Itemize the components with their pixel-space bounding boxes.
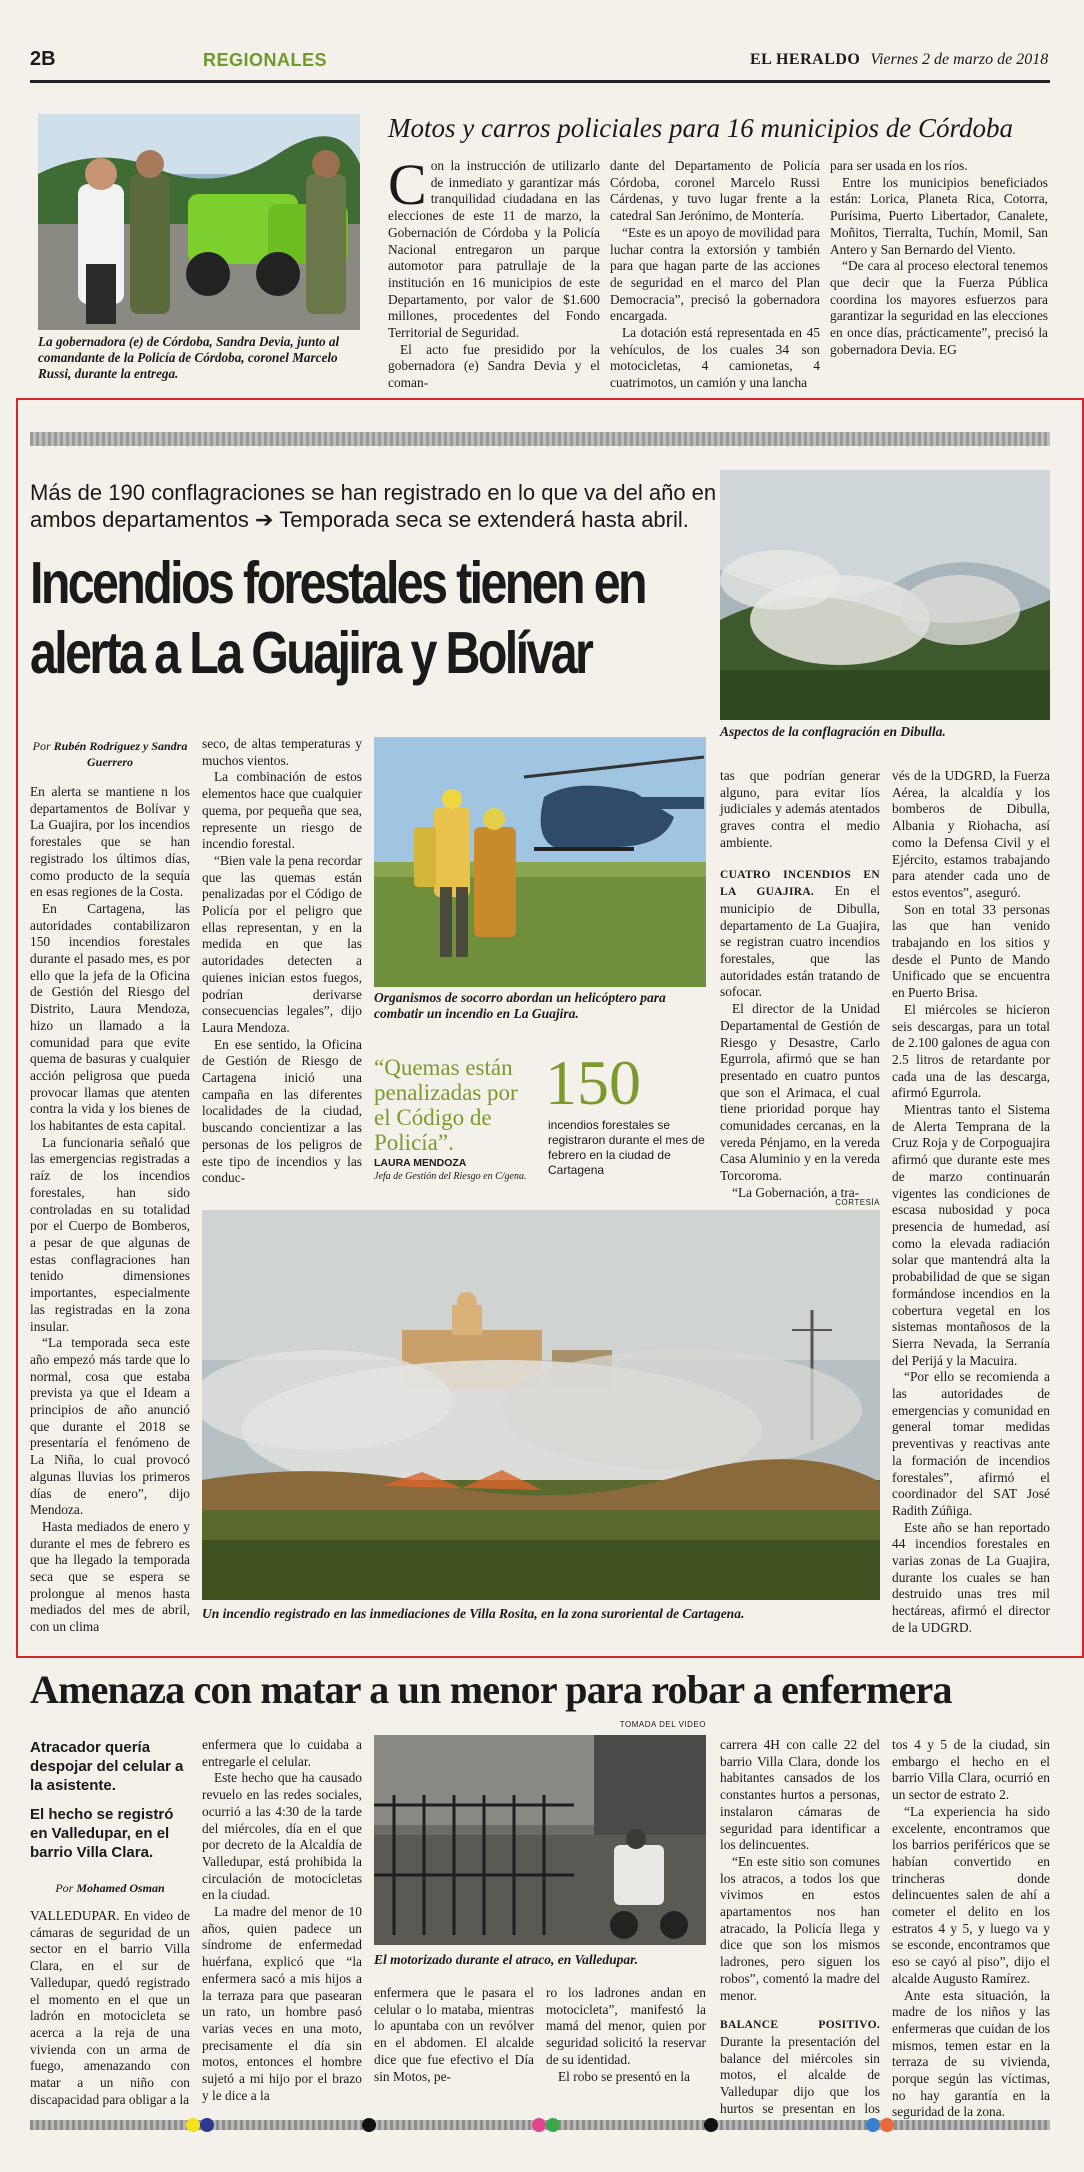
main-para: Son en total 33 personas las que han venido trabajando en los sitios y desde el Punto de Mando Unificado que se encuentra en Puerto Brisa. [892, 901, 1050, 1001]
valledupar-caption: El motorizado durante el atraco, en Valledupar. [374, 1952, 639, 1967]
bottom-headline: Amenaza con matar a un menor para robar a enfermera [30, 1667, 952, 1712]
main-para: “Bien vale la pena recordar que las quemas están penalizadas por el Código de Policía por el peligro que ellas representan, y en la medida en que las autoridades detecten a quienes inician estos fuegos, podrían derivarse consecuencias legales”, dijo Laura Mendoza. [202, 852, 362, 1035]
bottom-para: Ante esta situación, la madre de los niños y las enfermeras que cuidan de los mismos, temen estar en la terraza de su vivienda, porque según las víctimas, no hay garantía en la seguridad de la zona. [892, 1987, 1050, 2120]
main-para: vés de la UDGRD, la Fuerza Aérea, la alcaldía y los bomberos de Dibulla, Albania y Riohacha, así como la Defensa Civil y el Ejército, estamos trabajando para atender cada uno de estos eventos”, aseguró. [892, 768, 1050, 900]
bottom-para: carrera 4H con calle 22 del barrio Villa Clara, donde los habitantes cansados de los constantes hurtos a personas, instalaron cámaras de seguridad para identificar a los delincuentes. [720, 1737, 880, 1853]
top-story-para: Entre los municipios beneficiados están: Lorica, Planeta Rica, Cotorra, Purísima, Puerto Libertador, Canalete, Moñitos, Tierralta, Tuchín, Momil, San Antero y San Bernardo del Viento. [830, 174, 1048, 257]
registration-dot [880, 2118, 894, 2132]
helicopter-photo [374, 737, 706, 987]
dibulla-caption: Aspectos de la conflagración en Dibulla. [720, 724, 946, 739]
drop-cap: C [388, 152, 427, 217]
valledupar-photo [374, 1735, 706, 1945]
main-col1 [30, 784, 190, 1636]
bottom-para: VALLEDUPAR. En video de cámaras de seguridad de un sector en el barrio Villa Clara, en el sur de Valledupar, quedó registrado el momento en el que un ladrón en motocicleta se acerca a la reja de una vivienda con un arma de fuego, amenazando con matar a un niño con discapacidad para obligar a la [30, 1908, 190, 2107]
top-story-col2 [610, 158, 820, 392]
section-band [30, 432, 1050, 446]
main-para: tas que podrían generar alguno, para evitar líos judiciales y además atentados graves contra el medio ambiente. [720, 768, 880, 850]
bottom-para: ro los ladrones andan en motocicleta”, manifestó la mamá del menor, quien por seguridad solicitó la reservar de su identidad. [546, 1985, 706, 2067]
registration-dot [704, 2118, 718, 2132]
bottom-para: enfermera que le pasara el celular o lo mataba, mientras lo apuntaba con un revólver en el abdomen. El alcalde dice que fue efectivo el Día sin Motos, pe- [374, 1985, 534, 2084]
main-para: “Por ello se recomienda a las autoridades de emergencias y comunidad en general tomar medidas preventivas y reactivas ante la formación de incendios forestales”, afirmó el coordinador del SAT José Radith Zúñiga. [892, 1369, 1050, 1518]
bottom-below-photo-a [374, 1985, 534, 2085]
header-rule [30, 80, 1050, 83]
top-story-title: Motos y carros policiales para 16 municipios de Córdoba [388, 113, 1013, 143]
bottom-col3 [720, 1737, 880, 2134]
main-para: En ese sentido, la Oficina de Gestión de Riesgo de Cartagena inició una campaña en las diferentes localidades de la ciudad, buscando concientizar a las personas de los peligros de este tipo de incendios y las conduc- [202, 1036, 362, 1186]
main-para: CUATRO INCENDIOS EN LA GUAJIRA. En el municipio de Dibulla, departamento de La Guajira, se registran cuatro incendios forestales, que las autoridades están tratando de sofocar. [720, 868, 880, 1000]
main-para: “La Gobernación, a tra- [732, 1184, 860, 1200]
main-para: En alerta se mantiene n los departamentos de Bolívar y La Guajira, por los incendios forestales que se han registrado los últimos días, como producto de la sequía en esas regiones de la Costa. [30, 784, 190, 900]
registration-dot [546, 2118, 560, 2132]
bottom-deck2: El hecho se registró en Valledupar, en el barrio Villa Clara. [30, 1806, 174, 1861]
main-col4 [892, 768, 1050, 1637]
subhead-balance: BALANCE POSITIVO. [720, 2019, 880, 2032]
bottom-deck1: Atracador quería despojar del celular a la asistente. [30, 1739, 184, 1794]
main-col2 [202, 736, 362, 1187]
top-story-para: “Este es un apoyo de movilidad para luchar contra la extorsión y también para que hagan parte de las acciones de seguridad en el marco del Plan Democracia”, precisó la gobernadora encargada. [610, 224, 820, 324]
registration-dot [200, 2118, 214, 2132]
main-byline: Por Rubén Rodríguez y Sandra Guerrero [32, 739, 188, 769]
quote-role: Jefa de Gestión del Riesgo en C/gena. [374, 1171, 527, 1182]
bottom-col2 [202, 1737, 362, 2104]
main-para: seco, de altas temperaturas y muchos vientos. [202, 736, 362, 768]
bottom-para: enfermera que lo cuidaba a entregarle el celular. [202, 1737, 362, 1769]
main-para: La funcionaria señaló que las emergencias registradas a raíz de los incendios forestales, han sido controladas en su totalidad por el Cuerpo de Bomberos, a pesar de que algunas de estas conflagraciones han tenido dimensiones importantes, especialmente las registradas en la zona insular. [30, 1134, 190, 1334]
pull-quote: “Quemas están penalizadas por el Código de Policía”. [374, 1055, 518, 1155]
villa-rosita-photo [202, 1210, 880, 1600]
newspaper-name [750, 51, 1048, 69]
arrow-right-icon: ➔ [255, 507, 274, 532]
main-col3 [720, 768, 880, 1202]
top-story-para: Con la instrucción de utilizarlo de inmediato y garantizar más tranquilidad ciudadana en las elecciones de este 11 de marzo, la Gobernación de Córdoba y la Policía Nacional entregaron un parque automotor para patrullaje de la institución en 16 municipios de este Departamento, por valor de $1.600 millones, procedentes del Fondo Territorial de Seguridad. [388, 152, 600, 341]
villa-rosita-caption: Un incendio registrado en las inmediaciones de Villa Rosita, en la zona suroriental de Cartagena. [202, 1606, 745, 1621]
bottom-col1 [30, 1908, 190, 2108]
bottom-para: tos 4 y 5 de la ciudad, sin embargo el hecho en el barrio Villa Clara, ocurrió en un sector de estrato 2. [892, 1737, 1050, 1803]
registration-dot [866, 2118, 880, 2132]
main-para: El miércoles se hicieron seis descargas, para un total de 2.100 galones de agua con 2.5 litros de retardante por cada una de las descarga, afirmó Egurrola. [892, 1001, 1050, 1101]
bottom-para: La madre del menor de 10 años, quien padece un síndrome de enfermedad huérfana, explicó que “la enfermera sacó a mis hijos a la terraza para que pasearan un rato, un hombre pasó varias veces en una moto, precisamente el día sin motos, entonces el hombre sujetó a mi hijo por el brazo y le dice a la [202, 1904, 362, 2103]
bottom-para: BALANCE POSITIVO. Durante la presentación del balance del miércoles sin motos, el alcalde de Valledupar dijo que los hurtos se presentan en los [720, 2019, 880, 2116]
subhead-guajira: CUATRO INCENDIOS EN LA GUAJIRA. [720, 868, 880, 899]
page-number: 2B [30, 48, 56, 70]
top-photo [38, 114, 360, 330]
main-para: La combinación de estos elementos hace que cualquier quema, por pequeña que sea, represente un riesgo de incendio forestal. [202, 769, 362, 852]
bottom-photo-credit: TOMADA DEL VIDEO [619, 1720, 706, 1729]
main-para: El director de la Unidad Departamental de Gestión de Riesgo y Desastre, Carlo Egurrola, afirmó que se han presentado en cuatro puntos que son el Arimaca, el cual tiene prioridad porque hay comunidades cercanas, en la vereda Pénjamo, en la vereda Casa Aluminio y en la vereda Torcoroma. [720, 1001, 880, 1184]
bottom-below-photo-b [546, 1985, 706, 2085]
bottom-para: Este hecho que ha causado revuelo en las redes sociales, ocurrió a las 4:30 de la tarde del miércoles, día en el que por decreto de la Alcaldía de Valledupar, está prohibida la circulación de motocicletas en la ciudad. [202, 1770, 362, 1903]
stat-text: incendios forestales se registraron durante el mes de febrero en la ciudad de Cartagena [548, 1118, 705, 1177]
main-para: Este año se han reportado 44 incendios forestales en varias zonas de La Guajira, durante los cuales se han destruido unas tres mil hectáreas, afirmó el director de la UDGRD. [892, 1519, 1050, 1635]
bottom-para: “La experiencia ha sido excelente, encontramos que los barrios periféricos que se habían convertido en trincheras donde delincuentes salen de ahí a cometer el delito en los estratos 4 y 5, y luego va y se esconde, encontramos que eso se cayó al piso”, dijo el alcalde Augusto Ramírez. [892, 1803, 1050, 1986]
registration-dot [186, 2118, 200, 2132]
registration-dot [362, 2118, 376, 2132]
helicopter-caption: Organismos de socorro abordan un helicóptero para combatir un incendio en La Guajira. [374, 990, 666, 1021]
registration-dot [532, 2118, 546, 2132]
main-kicker: Más de 190 conflagraciones se han registrado en lo que va del año en ambos departamentos ➔ Temporada seca se extenderá hasta abril. [30, 480, 717, 532]
top-story-col3 [830, 158, 1048, 358]
top-story-para: El acto fue presidido por la gobernadora (e) Sandra Devia y el coman- [388, 341, 600, 391]
top-story-para: dante del Departamento de Policía Córdoba, coronel Marcelo Russi Cárdenas, y tuvo lugar frente a la catedral San Jerónimo, de Montería. [610, 158, 820, 224]
top-story-para: La dotación está representada en 45 vehículos, de los cuales 34 son motocicletas, 4 camionetas, 4 cuatrimotos, un camión y una lancha [610, 325, 820, 391]
top-story-col1 [388, 152, 600, 392]
main-para: Hasta mediados de enero y durante el mes de febrero es que ha llegado la temporada seca que se espera se prolongue al menos hasta mediados del mes de abril, con un clima [30, 1518, 190, 1635]
section-name: REGIONALES [203, 50, 328, 70]
main-headline: Incendios forestales tienen en alerta a La Guajira y Bolívar [30, 550, 645, 686]
main-para: “La temporada seca este año empezó más tarde que lo normal, cosa que estaba prevista ya que el Ideam a principios de año anunció que durante el 2018 se presentaría el fenómeno de La Niña, lo cual provocó algunas lluvias los primeros días de enero”, dijo Mendoza. [30, 1335, 190, 1518]
bottom-col4 [892, 1737, 1050, 2121]
quote-author: LAURA MENDOZA [374, 1157, 467, 1169]
page-date: Viernes 2 de marzo de 2018 [870, 51, 1049, 68]
top-story-para: para ser usada en los ríos. [830, 158, 968, 173]
dibulla-fire-photo [720, 470, 1050, 720]
bottom-para: “En este sitio son comunes los atracos, a todos los que vivimos en estos apartamentos nos han atracado, la Policía llega y dice que son los mismos ladrones, pero siguen los robos”, comentó la madre del menor. [720, 1853, 880, 2003]
bottom-byline: Por Mohamed Osman [55, 1881, 165, 1895]
newspaper-title: EL HERALDO [750, 51, 861, 68]
main-para: Mientras tanto el Sistema de Alerta Temprana de la Cruz Roja y de Corpoguajira afirmó que durante este mes de marzo continuarán vigentes las condiciones de escasa nubosidad y poca presencia de humedad, así como la elevada radiación solar que mantendrá alta la probabilidad de que se sigan formándose incendios en la cobertura vegetal en los sistemas montañosos de la Sierra Nevada, la Serranía del Perijá y la Macuira. [892, 1102, 1050, 1368]
stat-number: 150 [545, 1047, 641, 1118]
bottom-para: El robo se presentó en la [558, 2068, 691, 2084]
main-para: En Cartagena, las autoridades contabilizaron 150 incendios forestales durante el pasado mes, es por ello que la jefa de la Oficina de Gestión del Riesgo del Distrito, Laura Mendoza, hizo un llamado a la comunidad para que evite quema de basuras y cualquier acción peligrosa que pueda provocar llamas que atenten contra la vida y los bienes de los habitantes de esta capital. [30, 900, 190, 1134]
top-story-para: “De cara al proceso electoral tenemos que decir que la Fuerza Pública coordina los mayores esfuerzos para garantizar la seguridad en las elecciones en once días, prácticamente”, precisó la gobernadora Devia. EG [830, 258, 1048, 357]
top-photo-caption: La gobernadora (e) de Córdoba, Sandra Devia, junto al comandante de la Policía de Córdoba, coronel Marcelo Russi, durante la entrega. [38, 334, 340, 381]
big-photo-credit: CORTESÍA [835, 1198, 880, 1207]
